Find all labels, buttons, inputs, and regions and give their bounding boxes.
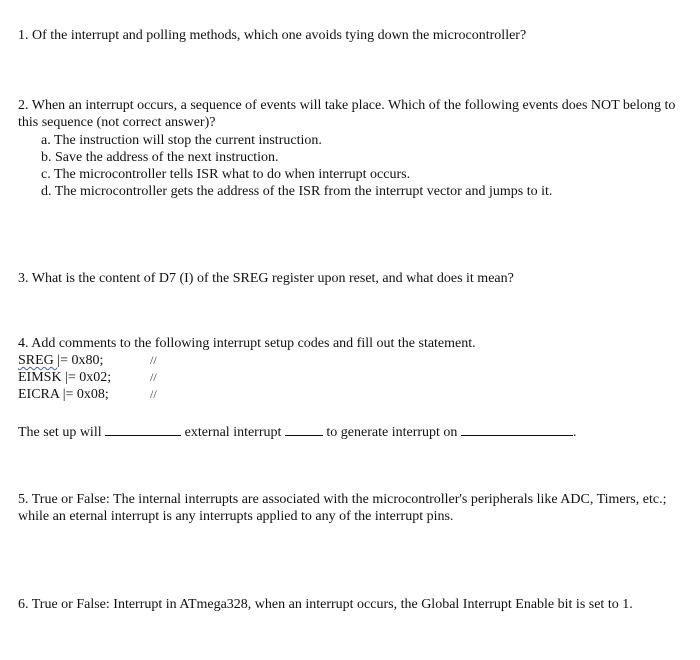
- code-comment-eicra: //: [150, 387, 157, 401]
- question-6: 6. True or False: Interrupt in ATmega328, when an interrupt occurs, the Global Interrupt Enable bit is set to 1.: [18, 597, 633, 612]
- question-2-option-c: c. The microcontroller tells ISR what to do when interrupt occurs.: [41, 167, 411, 182]
- question-2-option-a: a. The instruction will stop the current instruction.: [41, 133, 322, 148]
- question-3: 3. What is the content of D7 (I) of the SREG register upon reset, and what does it mean?: [18, 271, 514, 286]
- code-value-sreg: |= 0x80;: [57, 353, 104, 368]
- question-2-option-b: b. Save the address of the next instruction.: [41, 150, 279, 165]
- question-2-option-d: d. The microcontroller gets the address of the ISR from the interrupt vector and jumps to it.: [41, 184, 553, 199]
- code-line-eimsk: [18, 369, 111, 386]
- code-register-eicra: EICRA: [18, 387, 63, 402]
- code-register-eimsk: EIMSK: [18, 370, 66, 385]
- code-line-sreg: [18, 352, 103, 369]
- blank-1[interactable]: [105, 423, 181, 436]
- statement-part-3: to generate interrupt on: [322, 425, 461, 440]
- statement-part-2: external interrupt: [181, 425, 285, 440]
- question-4-statement: [18, 423, 576, 441]
- blank-2[interactable]: [285, 423, 323, 436]
- code-line-eicra: [18, 386, 109, 403]
- statement-part-1: The set up will: [18, 425, 106, 440]
- question-1: 1. Of the interrupt and polling methods, which one avoids tying down the microcontroller?: [18, 28, 527, 43]
- code-value-eicra: |= 0x08;: [62, 387, 109, 402]
- blank-3[interactable]: [461, 423, 573, 436]
- statement-part-4: .: [572, 425, 577, 440]
- question-4: 4. Add comments to the following interrupt setup codes and fill out the statement.: [18, 336, 476, 351]
- code-value-eimsk: |= 0x02;: [65, 370, 112, 385]
- question-5: 5. True or False: The internal interrupts are associated with the microcontroller's peripherals like ADC, Timers, etc.; while an eternal interrupt is any interrupts applied to any of the interrupt pins.: [18, 492, 667, 524]
- question-2: 2. When an interrupt occurs, a sequence of events will take place. Which of the following events does NOT belong to this sequence (not correct answer)?: [18, 98, 676, 130]
- code-register-sreg: SREG: [18, 353, 58, 368]
- code-comment-sreg: //: [150, 353, 157, 367]
- code-comment-eimsk: //: [150, 370, 157, 384]
